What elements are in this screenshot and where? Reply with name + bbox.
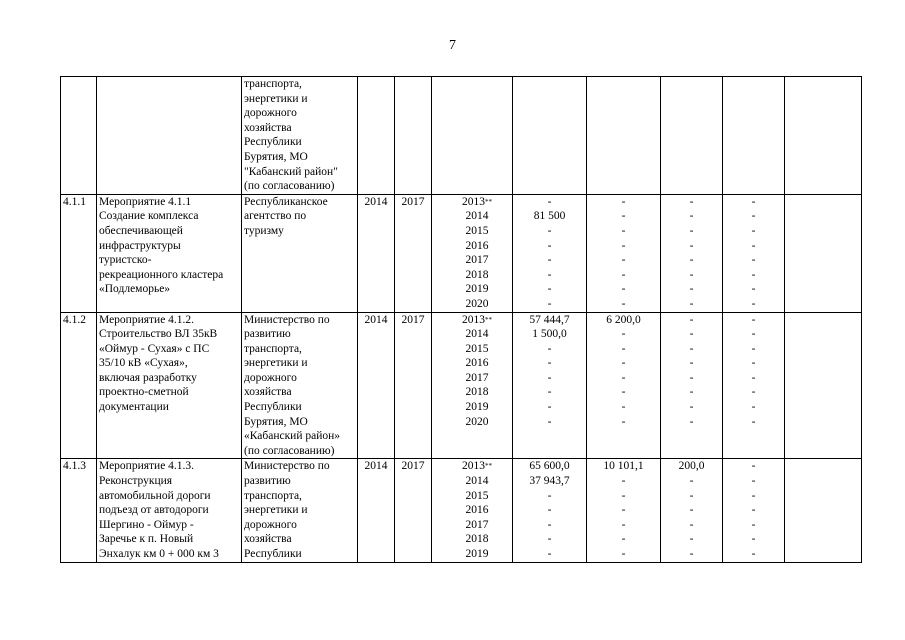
year-mark: **	[485, 462, 492, 471]
cell-col-c	[661, 77, 723, 195]
cell-extra	[785, 77, 862, 195]
table-row	[61, 312, 862, 459]
year-value: 2013	[462, 313, 485, 326]
amount-value: -	[689, 533, 694, 546]
amount-value: -	[751, 328, 756, 341]
amount-value: -	[547, 371, 552, 384]
year-value: 2013	[462, 460, 485, 473]
name-line: Мероприятие 4.1.3.	[99, 460, 195, 473]
amount-value: -	[621, 342, 626, 355]
start-year: 2014	[364, 313, 388, 326]
executor-line: транспорта,	[244, 342, 302, 355]
amount-value: -	[689, 475, 694, 488]
amount-value: -	[547, 415, 552, 428]
cell-num	[61, 459, 97, 562]
amount-value: -	[621, 401, 626, 414]
cell-name	[97, 459, 242, 562]
executor-line: хозяйства	[244, 121, 292, 134]
year-value: 2018	[465, 268, 489, 281]
amount-value: -	[751, 386, 756, 399]
executor-line: (по согласованию)	[244, 444, 335, 457]
amount-value: -	[751, 533, 756, 546]
cell-end	[395, 194, 432, 312]
continuation-row	[61, 77, 862, 195]
name-line: Реконструкция	[99, 475, 173, 488]
amount-value: -	[621, 415, 626, 428]
amount-value: -	[689, 313, 694, 326]
table-row	[61, 459, 862, 562]
name-line: рекреационного кластера	[99, 268, 224, 281]
cell-col-c	[661, 194, 723, 312]
year-entry	[434, 282, 510, 297]
row-number: 4.1.3	[63, 460, 86, 473]
year-value: 2015	[465, 342, 489, 355]
cell-extra	[785, 194, 862, 312]
cell-name	[97, 77, 242, 195]
amount-value: -	[621, 239, 626, 252]
executor-line: Министерство по	[244, 460, 330, 473]
executor-line: дорожного	[244, 371, 297, 384]
name-line: Создание комплекса	[99, 210, 199, 223]
executor-line: энергетики и	[244, 92, 308, 105]
year-value: 2016	[465, 239, 489, 252]
amount-value: -	[621, 195, 626, 208]
year-entry	[434, 518, 510, 533]
amount-value: -	[689, 386, 694, 399]
cell-col-d	[723, 312, 785, 459]
year-entry	[434, 459, 510, 474]
executor-line: энергетики и	[244, 357, 308, 370]
amount-value: -	[751, 342, 756, 355]
amount-value: -	[751, 239, 756, 252]
year-value: 2019	[465, 401, 489, 414]
name-line: Мероприятие 4.1.2.	[99, 313, 195, 326]
amount-value: -	[547, 401, 552, 414]
year-entry	[434, 356, 510, 371]
year-value: 2018	[465, 533, 489, 546]
executor-line: Бурятия, МО	[244, 415, 308, 428]
amount-value: -	[751, 460, 756, 473]
year-value: 2017	[465, 254, 489, 267]
executor-line: транспорта,	[244, 78, 302, 90]
year-value: 2017	[465, 518, 489, 531]
amount-value: 6 200,0	[606, 313, 641, 326]
executor-line: Республики	[244, 548, 302, 560]
executor-line: "Кабанский район"	[244, 165, 338, 178]
cell-col-d	[723, 77, 785, 195]
amount-value: -	[689, 297, 694, 310]
amount-value: -	[547, 268, 552, 281]
executor-line: развитию	[244, 328, 291, 341]
year-entry	[434, 268, 510, 283]
name-line: документации	[99, 401, 169, 414]
amount-value: -	[751, 504, 756, 517]
cell-extra	[785, 459, 862, 562]
program-table	[60, 76, 862, 563]
amount-value: -	[547, 518, 552, 531]
year-value: 2016	[465, 357, 489, 370]
executor-line: «Кабанский район»	[244, 430, 341, 443]
amount-value: -	[621, 328, 626, 341]
amount-value: -	[547, 342, 552, 355]
year-entry	[434, 532, 510, 547]
name-line: «Подлеморье»	[99, 283, 171, 296]
executor-line: Бурятия, МО	[244, 150, 308, 163]
amount-value: -	[621, 268, 626, 281]
amount-value: -	[621, 504, 626, 517]
start-year: 2014	[364, 460, 388, 473]
year-entry	[434, 503, 510, 518]
year-value: 2019	[465, 283, 489, 296]
amount-value: -	[689, 371, 694, 384]
amount-value: -	[751, 518, 756, 531]
amount-value: -	[689, 210, 694, 223]
amount-value: -	[621, 357, 626, 370]
amount-value: -	[751, 283, 756, 296]
year-mark: **	[485, 315, 492, 324]
cell-end	[395, 312, 432, 459]
cell-col-d	[723, 194, 785, 312]
amount-value: -	[689, 401, 694, 414]
cell-years	[432, 194, 513, 312]
cell-years	[432, 77, 513, 195]
year-entry	[434, 239, 510, 254]
amount-value: -	[621, 210, 626, 223]
cell-col-b	[587, 312, 661, 459]
name-line: подъезд от автодороги	[99, 504, 209, 517]
year-value: 2014	[465, 328, 489, 341]
amount-value: -	[751, 313, 756, 326]
start-year: 2014	[364, 195, 388, 208]
year-entry	[434, 342, 510, 357]
amount-value: 37 943,7	[529, 475, 570, 488]
amount-value: -	[751, 475, 756, 488]
amount-value: 81 500	[533, 210, 566, 223]
executor-line: (по согласованию)	[244, 180, 335, 193]
amount-value: -	[621, 371, 626, 384]
amount-value: -	[621, 224, 626, 237]
amount-value: 65 600,0	[529, 460, 570, 473]
cell-start	[358, 194, 395, 312]
amount-value: 1 500,0	[532, 328, 567, 341]
year-value: 2013	[462, 195, 485, 208]
year-value: 2016	[465, 504, 489, 517]
name-line: Шергино - Оймур -	[99, 518, 194, 531]
year-entry	[434, 547, 510, 562]
year-entry	[434, 474, 510, 489]
year-value: 2015	[465, 489, 489, 502]
year-entry	[434, 400, 510, 415]
year-mark: **	[485, 197, 492, 206]
executor-line: хозяйства	[244, 386, 292, 399]
cell-name	[97, 194, 242, 312]
name-line: обеспечивающей	[99, 224, 183, 237]
cell-num	[61, 312, 97, 459]
amount-value: -	[689, 224, 694, 237]
amount-value: -	[621, 489, 626, 502]
year-entry	[434, 313, 510, 328]
amount-value: -	[751, 371, 756, 384]
cell-col-b	[587, 194, 661, 312]
amount-value: -	[547, 195, 552, 208]
name-line: «Оймур - Сухая» с ПС	[99, 342, 210, 355]
amount-value: -	[689, 268, 694, 281]
cell-col-b	[587, 77, 661, 195]
amount-value: -	[689, 254, 694, 267]
amount-value: -	[621, 533, 626, 546]
year-value: 2015	[465, 224, 489, 237]
amount-value: -	[751, 297, 756, 310]
executor-line: дорожного	[244, 518, 297, 531]
executor-line: хозяйства	[244, 533, 292, 546]
cell-years	[432, 459, 513, 562]
executor-line: транспорта,	[244, 489, 302, 502]
amount-value: -	[751, 401, 756, 414]
cell-executor	[242, 77, 358, 195]
amount-value: -	[751, 210, 756, 223]
amount-value: -	[689, 328, 694, 341]
cell-end	[395, 459, 432, 562]
row-number: 4.1.2	[63, 313, 86, 326]
cell-name	[97, 312, 242, 459]
executor-line: Республиканское	[244, 195, 328, 208]
cell-col-c	[661, 459, 723, 562]
year-value: 2019	[465, 548, 489, 560]
amount-value: -	[689, 195, 694, 208]
amount-value: 200,0	[678, 460, 705, 473]
amount-value: -	[689, 504, 694, 517]
amount-value: -	[751, 268, 756, 281]
amount-value: -	[547, 357, 552, 370]
year-value: 2014	[465, 475, 489, 488]
year-entry	[434, 385, 510, 400]
amount-value: -	[689, 357, 694, 370]
amount-value: -	[621, 518, 626, 531]
name-line: инфраструктуры	[99, 239, 181, 252]
year-value: 2014	[465, 210, 489, 223]
amount-value: -	[547, 239, 552, 252]
row-number: 4.1.1	[63, 195, 86, 208]
cell-executor	[242, 194, 358, 312]
name-line: автомобильной дороги	[99, 489, 211, 502]
year-entry	[434, 297, 510, 312]
name-line: проектно-сметной	[99, 386, 189, 399]
year-value: 2020	[465, 415, 489, 428]
cell-end	[395, 77, 432, 195]
executor-line: развитию	[244, 475, 291, 488]
name-line: Заречье к п. Новый	[99, 533, 194, 546]
amount-value: -	[751, 224, 756, 237]
executor-line: Республики	[244, 136, 302, 149]
amount-value: -	[751, 357, 756, 370]
year-entry	[434, 209, 510, 224]
amount-value: -	[547, 489, 552, 502]
amount-value: -	[689, 239, 694, 252]
amount-value: -	[689, 342, 694, 355]
amount-value: -	[751, 548, 756, 560]
amount-value: 10 101,1	[603, 460, 644, 473]
amount-value: -	[689, 415, 694, 428]
executor-line: Республики	[244, 401, 302, 414]
cell-extra	[785, 312, 862, 459]
amount-value: -	[621, 297, 626, 310]
amount-value: -	[689, 489, 694, 502]
cell-col-a	[513, 312, 587, 459]
amount-value: -	[547, 386, 552, 399]
cell-executor	[242, 312, 358, 459]
amount-value: -	[751, 415, 756, 428]
amount-value: -	[547, 297, 552, 310]
cell-start	[358, 77, 395, 195]
name-line: Энхалук км 0 + 000 км 3	[99, 548, 219, 560]
cell-start	[358, 312, 395, 459]
cell-executor	[242, 459, 358, 562]
cell-col-a	[513, 77, 587, 195]
amount-value: -	[621, 254, 626, 267]
cell-col-c	[661, 312, 723, 459]
year-entry	[434, 253, 510, 268]
name-line: туристско-	[99, 254, 152, 267]
amount-value: -	[547, 548, 552, 560]
name-line: Мероприятие 4.1.1	[99, 195, 192, 208]
cell-col-a	[513, 194, 587, 312]
end-year: 2017	[401, 460, 425, 473]
amount-value: -	[621, 283, 626, 296]
cell-col-a	[513, 459, 587, 562]
name-line: 35/10 кВ «Сухая»,	[99, 357, 188, 370]
cell-num	[61, 194, 97, 312]
cell-start	[358, 459, 395, 562]
year-value: 2020	[465, 297, 489, 310]
year-value: 2017	[465, 371, 489, 384]
year-entry	[434, 327, 510, 342]
year-entry	[434, 195, 510, 210]
amount-value: -	[547, 224, 552, 237]
year-entry	[434, 224, 510, 239]
executor-line: Министерство по	[244, 313, 330, 326]
name-line: включая разработку	[99, 371, 197, 384]
executor-line: туризму	[244, 224, 284, 237]
amount-value: -	[689, 548, 694, 560]
amount-value: -	[751, 195, 756, 208]
table-row	[61, 194, 862, 312]
amount-value: -	[547, 504, 552, 517]
year-entry	[434, 415, 510, 430]
amount-value: -	[547, 254, 552, 267]
executor-line: дорожного	[244, 107, 297, 120]
amount-value: -	[689, 283, 694, 296]
amount-value: -	[621, 386, 626, 399]
amount-value: -	[689, 518, 694, 531]
year-value: 2018	[465, 386, 489, 399]
name-line: Строительство ВЛ 35кВ	[99, 328, 218, 341]
amount-value: 57 444,7	[529, 313, 570, 326]
cell-years	[432, 312, 513, 459]
year-entry	[434, 489, 510, 504]
amount-value: -	[751, 254, 756, 267]
page-number: 7	[449, 38, 456, 53]
end-year: 2017	[401, 313, 425, 326]
cell-col-d	[723, 459, 785, 562]
year-entry	[434, 371, 510, 386]
amount-value: -	[621, 475, 626, 488]
cell-num	[61, 77, 97, 195]
executor-line: агентство по	[244, 210, 307, 223]
amount-value: -	[751, 489, 756, 502]
amount-value: -	[621, 548, 626, 560]
end-year: 2017	[401, 195, 425, 208]
cell-col-b	[587, 459, 661, 562]
amount-value: -	[547, 283, 552, 296]
amount-value: -	[547, 533, 552, 546]
executor-line: энергетики и	[244, 504, 308, 517]
